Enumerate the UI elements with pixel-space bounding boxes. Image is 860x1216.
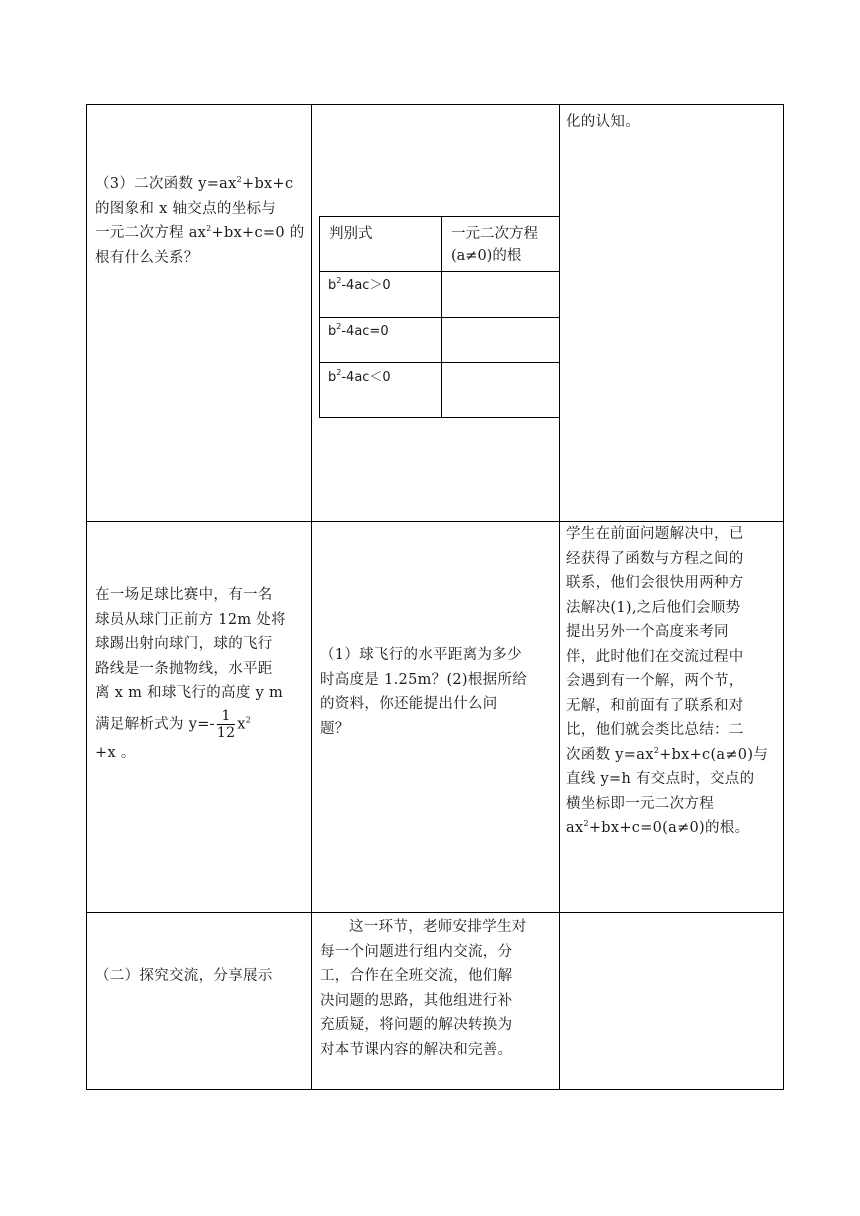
note-cell: 化的认知。 bbox=[566, 114, 640, 130]
discriminant-positive: $b^2-4ac>0$ bbox=[328, 276, 391, 293]
questions-line: 题？ bbox=[320, 720, 350, 737]
fraction: $\frac{1}{12}$ bbox=[216, 707, 236, 741]
discriminant-zero: $b^2-4ac=0$ bbox=[328, 322, 389, 339]
problem-line: 球踢出射向球门，球的飞行 bbox=[95, 636, 273, 652]
formula-line: 满足解析式为 y=- $\frac{1}{12}$ $x^2$ bbox=[95, 707, 252, 741]
questions-line: 时高度是 1.25m？(2)根据所给 bbox=[320, 671, 528, 688]
column-divider bbox=[559, 105, 560, 1089]
inner-row-divider bbox=[320, 362, 559, 363]
column-divider bbox=[311, 105, 312, 1089]
activity-cell bbox=[320, 915, 555, 1062]
analysis-cell bbox=[566, 522, 780, 841]
question-line: 一元二次方程 $ax^2+bx+c=0$ 的 bbox=[95, 224, 305, 241]
question-line: （3）二次函数 $y=ax^2+bx+c$ bbox=[95, 175, 294, 192]
analysis-line: 经获得了函数与方程之间的 bbox=[566, 550, 744, 567]
analysis-line: $ax^2+bx+c=0(a\ne 0)$的根。 bbox=[566, 819, 750, 836]
inner-row-divider bbox=[320, 271, 559, 272]
row-divider bbox=[87, 912, 783, 913]
analysis-line: 直线 y=h 有交点时，交点的 bbox=[566, 771, 755, 787]
questions-line: 的资料，你还能提出什么问 bbox=[320, 696, 498, 712]
inner-row-divider bbox=[320, 317, 559, 318]
analysis-line: 联系，他们会很快用两种方 bbox=[566, 575, 744, 591]
discriminant-negative: $b^2-4ac<0$ bbox=[328, 368, 391, 385]
formula-line: +x 。 bbox=[95, 744, 136, 761]
activity-line: 对本节课内容的解决和完善。 bbox=[320, 1041, 513, 1058]
analysis-line: 提出另外一个高度来考同 bbox=[566, 624, 729, 640]
header-discriminant: 判别式 bbox=[329, 226, 373, 242]
header-roots: 一元二次方程 (a≠0)的根 bbox=[451, 226, 538, 264]
question-cell bbox=[95, 172, 307, 270]
question-line: 的图象和 x 轴交点的坐标与 bbox=[95, 200, 277, 217]
analysis-line: 法解决(1),之后他们会顺势 bbox=[566, 599, 741, 616]
analysis-line: 会遇到有一个解，两个节， bbox=[566, 673, 744, 689]
activity-line: 每一个问题进行组内交流，分 bbox=[320, 943, 513, 960]
activity-line: 这一环节，老师安排学生对 bbox=[349, 919, 527, 935]
activity-line: 工，合作在全班交流，他们解 bbox=[320, 968, 513, 984]
activity-line: 决问题的思路，其他组进行补 bbox=[320, 992, 513, 1009]
discriminant-table bbox=[319, 216, 559, 418]
analysis-line: 伴，此时他们在交流过程中 bbox=[566, 648, 744, 665]
problem-line: 路线是一条抛物线，水平距 bbox=[95, 660, 273, 677]
analysis-line: 比，他们就会类比总结：二 bbox=[566, 722, 744, 738]
activity-line: 充质疑，将问题的解决转换为 bbox=[320, 1017, 513, 1033]
problem-line: 离 x m 和球飞行的高度 y m bbox=[95, 685, 284, 701]
problem-line: 在一场足球比赛中，有一名 bbox=[95, 587, 273, 603]
analysis-line: 次函数 $y=ax^2+bx+c(a\ne 0)$与 bbox=[566, 745, 769, 763]
questions-line: （1）球飞行的水平距离为多少 bbox=[320, 647, 522, 663]
analysis-line: 学生在前面问题解决中，已 bbox=[566, 526, 744, 542]
problem-line: 球员从球门正前方 12m 处将 bbox=[95, 611, 286, 628]
question-line: 根有什么关系？ bbox=[95, 249, 199, 266]
problem-cell bbox=[95, 583, 307, 765]
analysis-line: 横坐标即一元二次方程 bbox=[566, 795, 714, 812]
questions-cell bbox=[320, 643, 552, 741]
stage-cell: （二）探究交流，分享展示 bbox=[95, 968, 273, 984]
analysis-line: 无解，和前面有了联系和对 bbox=[566, 697, 744, 714]
